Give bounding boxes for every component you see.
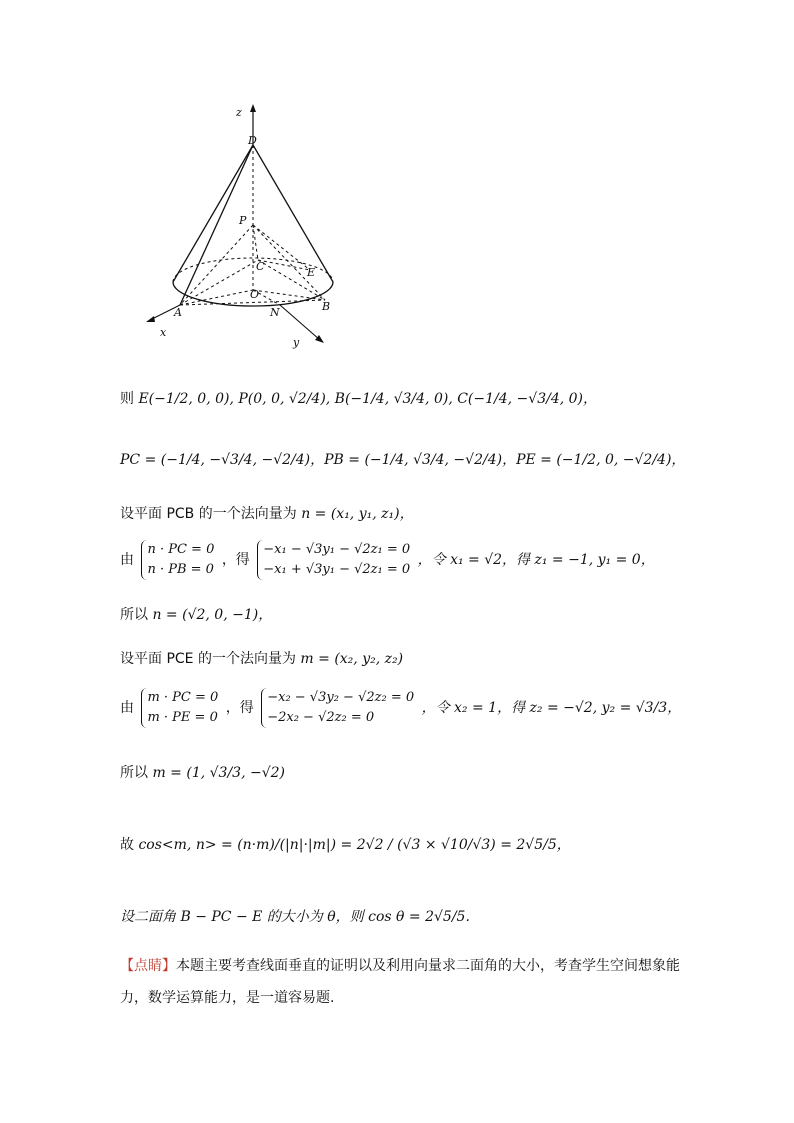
- key-point-text: 本题主要考查线面垂直的证明以及利用向量求二面角的大小，考查学生空间想象能力，数学运算能力，是一道容易题.: [120, 958, 680, 1006]
- cosine-prefix: 故: [120, 837, 134, 853]
- key-point-note: [120, 950, 680, 1014]
- point-label-p: P: [239, 214, 247, 227]
- system-m-conditions: [141, 688, 218, 728]
- normal-n-result-text: 所以: [120, 607, 148, 623]
- system-n-tail: ，令 x₁ = √2，得 z₁ = −1, y₁ = 0，: [417, 552, 655, 568]
- normal-vector-m-line: [120, 652, 403, 666]
- normal-n-result-line: [120, 608, 272, 622]
- system-m-prefix: 由: [120, 700, 134, 716]
- cosine-line: [120, 838, 571, 852]
- normal-vector-n-line: [120, 507, 414, 521]
- normal-n-result-expression: n = (√2, 0, −1)，: [152, 607, 273, 623]
- cone-diagram: [140, 100, 360, 350]
- point-label-n: N: [270, 306, 280, 319]
- condition-n-pb: n · PB = 0: [147, 562, 214, 577]
- normal-vector-m-text: 设平面 PCE 的一个法向量为: [120, 651, 296, 667]
- system-m-equations: [261, 688, 414, 728]
- system-m-mid: ，得: [225, 700, 254, 716]
- condition-m-pe: m · PE = 0: [147, 710, 218, 725]
- cosine-expression: cos<m, n> = (n·m)/(|n|·|m|) = 2√2 / (√3 × √10/√3) = 2√5/5，: [138, 837, 571, 853]
- normal-m-result-text: 所以: [120, 765, 148, 781]
- normal-vector-m-expression: m = (x₂, y₂, z₂): [300, 651, 404, 667]
- system-n-line: [120, 540, 655, 580]
- point-label-d: D: [248, 134, 257, 147]
- system-m-line: [120, 688, 681, 728]
- normal-m-result-expression: m = (1, √3/3, −√2): [152, 765, 286, 781]
- system-m-tail: ，令 x₂ = 1，得 z₂ = −√2, y₂ = √3/3，: [421, 700, 682, 716]
- vectors-expression: PC = (−1/4, −√3/4, −√2/4)，PB = (−1/4, √3/4, −√2/4)，PE = (−1/2, 0, −√2/4)，: [120, 452, 686, 468]
- normal-m-result-line: [120, 766, 285, 780]
- point-label-o: O: [250, 288, 260, 301]
- equation-n-1: −x₁ − √3y₁ − √2z₁ = 0: [263, 542, 411, 557]
- condition-m-pc: m · PC = 0: [147, 690, 219, 705]
- equation-m-2: −2x₂ − √2z₂ = 0: [267, 710, 375, 725]
- normal-vector-n-text: 设平面 PCB 的一个法向量为: [120, 506, 297, 522]
- system-n-prefix: 由: [120, 552, 134, 568]
- vectors-line: [120, 453, 685, 467]
- key-point-tag: 【点睛】: [120, 958, 176, 974]
- then-prefix: 则: [120, 391, 134, 407]
- coordinates-line: [120, 392, 597, 406]
- point-label-c: C: [256, 260, 265, 273]
- normal-vector-n-expression: n = (x₁, y₁, z₁)，: [301, 506, 414, 522]
- z-axis-label: z: [236, 106, 242, 119]
- cone-svg: [140, 100, 360, 350]
- y-axis-label: y: [293, 336, 300, 349]
- point-label-a: A: [174, 306, 182, 319]
- coordinates-expression: E(−1/2, 0, 0), P(0, 0, √2/4), B(−1/4, √3/4, 0), C(−1/4, −√3/4, 0)，: [138, 391, 598, 407]
- dihedral-angle-text: 设二面角 B − PC − E 的大小为 θ，则 cos θ = 2√5/5.: [120, 909, 470, 925]
- x-axis-label: x: [160, 326, 167, 339]
- system-n-equations: [257, 540, 410, 580]
- equation-m-1: −x₂ − √3y₂ − √2z₂ = 0: [267, 690, 415, 705]
- condition-n-pc: n · PC = 0: [147, 542, 215, 557]
- point-label-b: B: [322, 300, 331, 313]
- equation-n-2: −x₁ + √3y₁ − √2z₁ = 0: [263, 562, 411, 577]
- system-n-conditions: [141, 540, 214, 580]
- system-n-mid: ，得: [221, 552, 250, 568]
- dihedral-angle-line: [120, 910, 470, 924]
- point-label-e: E: [307, 266, 316, 279]
